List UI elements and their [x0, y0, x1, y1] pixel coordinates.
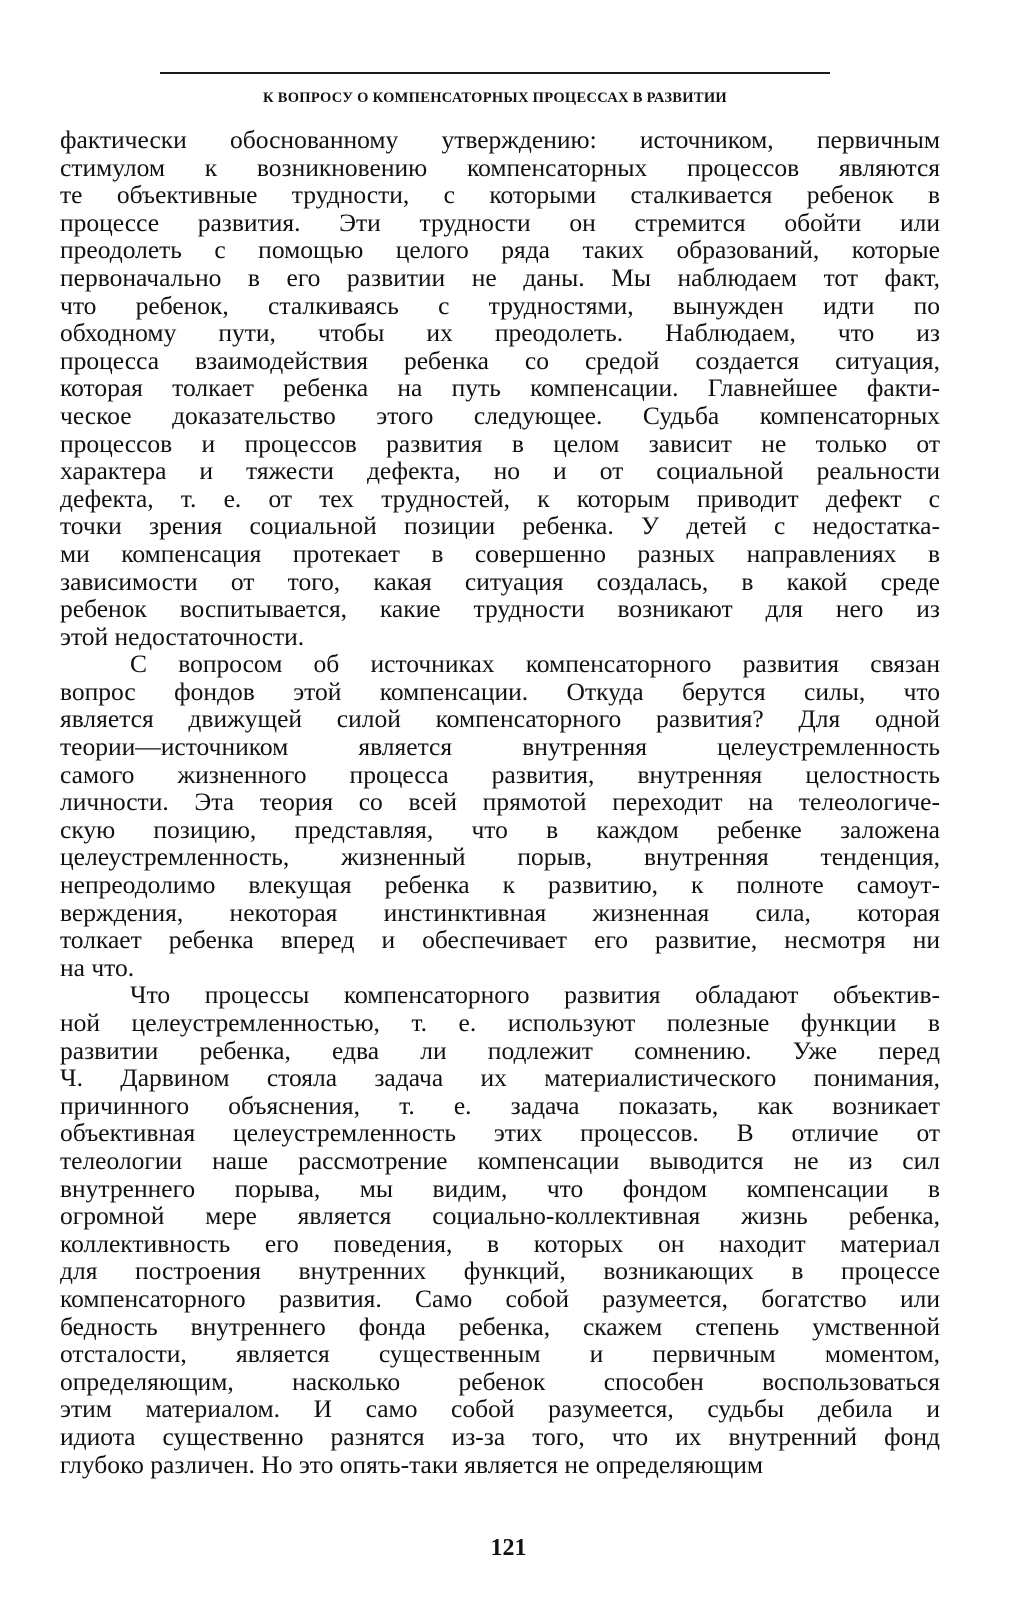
text-line: компенсаторного развития. Само собой разумеется, богатство или [60, 1283, 940, 1313]
text-line: идиота существенно разнятся из-за того, что их внутренний фонд [60, 1421, 940, 1451]
text-line: которая толкает ребенка на путь компенсации. Главнейшее факти- [60, 373, 940, 403]
text-line: определяющим, насколько ребенок способен воспользоваться [60, 1366, 940, 1396]
text-line: характера и тяжести дефекта, но и от социальной реальности [60, 456, 940, 486]
text-line: бедность внутреннего фонда ребенка, скажем степень умственной [60, 1311, 940, 1341]
text-line: этим материалом. И само собой разумеется, судьбы дебила и [60, 1394, 940, 1424]
text-line: толкает ребенка вперед и обеспечивает его развитие, несмотря ни [60, 925, 940, 955]
text-line: Что процессы компенсаторного развития обладают объектив- [130, 980, 940, 1010]
text-line: ной целеустремленностью, т. е. используют полезные функции в [60, 1008, 940, 1037]
paragraph [60, 650, 940, 981]
text-line: ческое доказательство этого следующее. Судьба компенсаторных [60, 400, 940, 430]
text-line: личности. Эта теория со всей прямотой переходит на телеологиче- [60, 787, 940, 817]
text-line: развитии ребенка, едва ли подлежит сомнению. Уже перед [60, 1035, 940, 1065]
text-line: процесса взаимодействия ребенка со средой создается ситуация, [60, 345, 940, 375]
text-line: первоначально в его развитии не даны. Мы наблюдаем тот факт, [60, 262, 940, 292]
text-line: непреодолимо влекущая ребенка к развитию, к полноте самоут- [60, 870, 940, 900]
text-line: причинного объяснения, т. е. задача показать, как возникает [60, 1090, 940, 1120]
text-line: глубоко различен. Но это опять-таки является не определяющим [60, 1449, 764, 1479]
text-line: процессов и процессов развития в целом зависит не только от [60, 428, 940, 458]
text-line: отсталости, является существенным и первичным моментом, [60, 1339, 940, 1369]
text-line: для построения внутренних функций, возникающих в процессе [60, 1256, 940, 1286]
text-line: стимулом к возникновению компенсаторных процессов являются [60, 152, 940, 182]
text-line: объективная целеустремленность этих процессов. В отличие от [60, 1118, 940, 1148]
text-line: огромной мере является социально-коллективная жизнь ребенка, [60, 1201, 940, 1231]
text-line: обходному пути, чтобы их преодолеть. Наблюдаем, что из [60, 318, 940, 348]
page-number: 121 [490, 1535, 527, 1561]
header-rule [160, 72, 830, 74]
text-line: коллективность его поведения, в которых он находит материал [60, 1228, 940, 1258]
text-line: дефекта, т. е. от тех трудностей, к которым приводит дефект с [60, 483, 940, 513]
body-text [60, 126, 940, 1478]
paragraph [60, 126, 940, 650]
text-line: вопрос фондов этой компенсации. Откуда берутся силы, что [60, 676, 940, 706]
text-line: С вопросом об источниках компенсаторного развития связан [130, 649, 940, 679]
text-line: скую позицию, представляя, что в каждом ребенке заложена [60, 814, 940, 844]
text-line: внутреннего порыва, мы видим, что фондом компенсации в [60, 1173, 940, 1203]
text-line: ребенок воспитывается, какие трудности возникают для него из [60, 594, 940, 624]
running-head: К ВОПРОСУ О КОМПЕНСАТОРНЫХ ПРОЦЕССАХ В РАЗВИТИИ [263, 90, 727, 106]
text-line: ми компенсация протекает в совершенно разных направлениях в [60, 538, 940, 568]
text-line: телеологии наше рассмотрение компенсации выводится не из сил [60, 1145, 940, 1175]
text-line: что ребенок, сталкиваясь с трудностями, вынужден идти по [60, 290, 940, 320]
text-line: те объективные трудности, с которыми сталкивается ребенок в [60, 180, 940, 210]
text-line: является движущей силой компенсаторного развития? Для одной [60, 704, 940, 734]
text-line: фактически обоснованному утверждению: источником, первичным [60, 125, 940, 154]
text-line: самого жизненного процесса развития, внутренняя целостность [60, 759, 940, 789]
text-line: этой недостаточности. [60, 621, 305, 651]
paragraph [60, 981, 940, 1478]
text-line: процессе развития. Эти трудности он стремится обойти или [60, 207, 940, 237]
text-line: на что. [60, 952, 135, 982]
text-line: зависимости от того, какая ситуация создалась, в какой среде [60, 566, 940, 596]
text-line: теории—источником является внутренняя целеустремленность [60, 732, 940, 762]
text-line: Ч. Дарвином стояла задача их материалистического понимания, [60, 1063, 940, 1093]
text-line: верждения, некоторая инстинктивная жизненная сила, которая [60, 897, 940, 927]
text-line: точки зрения социальной позиции ребенка. У детей с недостатка- [60, 511, 940, 541]
text-line: целеустремленность, жизненный порыв, внутренняя тенденция, [60, 842, 940, 872]
text-line: преодолеть с помощью целого ряда таких образований, которые [60, 235, 940, 265]
